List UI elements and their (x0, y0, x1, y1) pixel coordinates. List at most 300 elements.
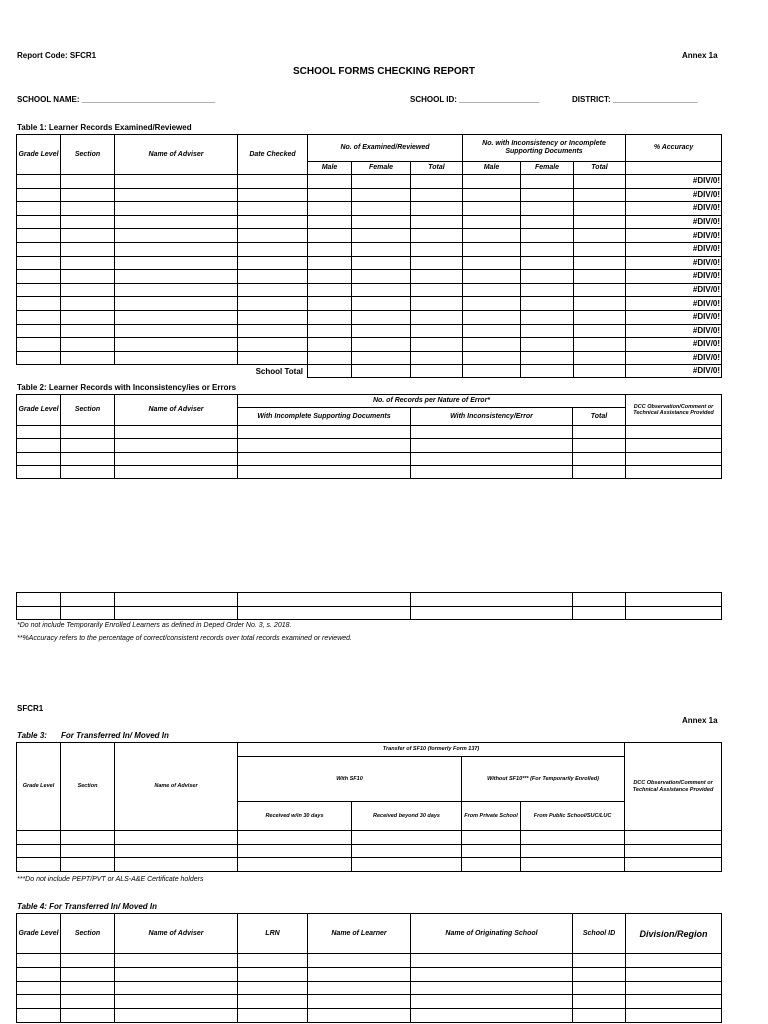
accuracy-cell: #DIV/0! (626, 283, 722, 297)
table-cell (61, 831, 115, 845)
table1 (16, 134, 722, 378)
table-cell (61, 202, 115, 216)
table-cell (308, 283, 352, 297)
table-cell (462, 844, 521, 858)
annex-label: Annex 1a (682, 51, 718, 60)
table-cell (411, 229, 463, 243)
table-cell (574, 175, 626, 189)
table-cell (115, 242, 238, 256)
table-cell (411, 465, 573, 478)
table-cell (115, 270, 238, 284)
table-cell (17, 242, 61, 256)
table-cell (61, 256, 115, 270)
table-cell (573, 995, 626, 1009)
table-cell (238, 967, 308, 981)
table-cell (463, 242, 521, 256)
t1-header-inconsistency: No. with Inconsistency or Incomplete Supporting Documents (463, 135, 626, 162)
table-cell (352, 297, 411, 311)
table-cell (411, 202, 463, 216)
table-cell (17, 188, 61, 202)
table-cell (17, 439, 61, 452)
table-cell (411, 426, 573, 439)
table-cell (573, 465, 626, 478)
table-cell (521, 351, 574, 365)
table-cell (521, 270, 574, 284)
table-cell (411, 995, 573, 1009)
table-cell (61, 465, 115, 478)
table-cell (574, 242, 626, 256)
table-cell (61, 981, 115, 995)
table-cell (17, 229, 61, 243)
table-cell (626, 1009, 722, 1023)
table-row (17, 188, 722, 202)
table-cell (238, 858, 352, 872)
accuracy-cell: #DIV/0! (626, 324, 722, 338)
table3-label: Table 3: (17, 731, 47, 740)
table-cell (521, 175, 574, 189)
table-row (17, 324, 722, 338)
table-cell (17, 967, 61, 981)
t1-header-adviser: Name of Adviser (115, 135, 238, 175)
table-row (17, 954, 722, 968)
table-cell (411, 188, 463, 202)
table-cell (17, 338, 61, 352)
table-cell (17, 858, 61, 872)
table-cell (238, 465, 411, 478)
table-cell (573, 967, 626, 981)
table-cell (463, 324, 521, 338)
table-cell (115, 995, 238, 1009)
t2-header-dcc: DCC Observation/Comment or Technical Assistance Provided (626, 395, 722, 426)
accuracy-cell: #DIV/0! (626, 256, 722, 270)
table-cell (61, 297, 115, 311)
t1-header-total-2: Total (574, 162, 626, 175)
table-cell (411, 606, 573, 620)
table-cell (61, 351, 115, 365)
table-cell (238, 606, 411, 620)
table-row (17, 242, 722, 256)
table-cell (115, 188, 238, 202)
table-cell (17, 426, 61, 439)
table-cell (521, 215, 574, 229)
table-cell (352, 202, 411, 216)
table-cell (308, 215, 352, 229)
table-cell (61, 967, 115, 981)
table-cell (238, 981, 308, 995)
table-cell (115, 351, 238, 365)
t4-header-division: Division/Region (626, 914, 722, 954)
t2-header-incomplete: With Incomplete Supporting Documents (238, 408, 411, 426)
table-cell (17, 606, 61, 620)
table-cell (573, 981, 626, 995)
table-cell (308, 256, 352, 270)
report-code: Report Code: SFCR1 (17, 51, 97, 60)
table-cell (411, 175, 463, 189)
table-cell (17, 175, 61, 189)
table-cell (115, 229, 238, 243)
table-cell (626, 954, 722, 968)
table-cell (17, 324, 61, 338)
table-cell (411, 967, 573, 981)
table-cell (115, 858, 238, 872)
table-cell (115, 310, 238, 324)
table-cell (238, 215, 308, 229)
table2-continuation-body (17, 593, 722, 620)
table-cell (352, 188, 411, 202)
table-cell (625, 844, 722, 858)
table-row (17, 283, 722, 297)
table-cell (238, 844, 352, 858)
table-cell (61, 242, 115, 256)
table-cell (521, 844, 625, 858)
accuracy-cell: #DIV/0! (626, 175, 722, 189)
table-cell (463, 310, 521, 324)
table-cell (352, 215, 411, 229)
table-cell (115, 439, 238, 452)
table-cell (308, 229, 352, 243)
t3-header-without: Without SF10*** (For Temporarily Enrolled) (462, 757, 625, 802)
table-cell (238, 831, 352, 845)
table-cell (521, 283, 574, 297)
t1-cell (352, 365, 411, 378)
t2-header-inconsistency: With Inconsistency/Error (411, 408, 573, 426)
table-row (17, 175, 722, 189)
table-row (17, 297, 722, 311)
table-cell (308, 175, 352, 189)
table-row (17, 831, 722, 845)
table-cell (574, 338, 626, 352)
table-cell (411, 297, 463, 311)
table-cell (521, 188, 574, 202)
table3-body (17, 831, 722, 872)
table-cell (352, 229, 411, 243)
table-cell (61, 593, 115, 607)
table-cell (61, 270, 115, 284)
table-cell (626, 593, 722, 607)
table-cell (574, 351, 626, 365)
t4-header-schoolid: School ID (573, 914, 626, 954)
table-cell (238, 338, 308, 352)
table-cell (308, 188, 352, 202)
table-row (17, 351, 722, 365)
school-name-field: SCHOOL NAME: ______________________________ (17, 95, 216, 104)
table-cell (573, 606, 626, 620)
table-cell (238, 310, 308, 324)
t3-header-public: From Public School/SUC/LUC (521, 802, 625, 831)
t1-header-female-2: Female (521, 162, 574, 175)
table-cell (308, 1009, 411, 1023)
table-row (17, 439, 722, 452)
accuracy-cell: #DIV/0! (626, 297, 722, 311)
footnote-2: **%Accuracy refers to the percentage of correct/consistent records over total records examined or reviewed. (17, 635, 352, 642)
table-cell (17, 256, 61, 270)
table-cell (17, 270, 61, 284)
table3-caption: For Transferred In/ Moved In (61, 731, 169, 740)
table-cell (61, 439, 115, 452)
t1-cell (411, 365, 463, 378)
table-row (17, 995, 722, 1009)
table-cell (17, 981, 61, 995)
table-cell (574, 188, 626, 202)
table-cell (352, 338, 411, 352)
table-row (17, 967, 722, 981)
table-cell (463, 297, 521, 311)
table-cell (352, 283, 411, 297)
table-row (17, 270, 722, 284)
table-cell (115, 1009, 238, 1023)
table-row (17, 338, 722, 352)
table-cell (61, 324, 115, 338)
t1-header-section: Section (61, 135, 115, 175)
table4-body (17, 954, 722, 1023)
table-cell (521, 338, 574, 352)
table-cell (238, 229, 308, 243)
table-cell (308, 338, 352, 352)
t3-header-within30: Received w/in 30 days (238, 802, 352, 831)
t2-header-section: Section (61, 395, 115, 426)
table-cell (61, 426, 115, 439)
table-cell (574, 202, 626, 216)
table-cell (238, 297, 308, 311)
table-cell (411, 981, 573, 995)
table-cell (238, 439, 411, 452)
t1-school-total-label: School Total (255, 366, 303, 376)
t3-header-private: From Private School (462, 802, 521, 831)
table1-body (17, 175, 722, 365)
table-cell (17, 452, 61, 465)
table-cell (115, 426, 238, 439)
table-cell (574, 256, 626, 270)
table-cell (521, 858, 625, 872)
table-cell (308, 967, 411, 981)
table-cell (61, 1009, 115, 1023)
table2-caption: Table 2: Learner Records with Inconsistency/ies or Errors (17, 383, 237, 392)
table-cell (308, 981, 411, 995)
table-cell (115, 297, 238, 311)
table-cell (238, 283, 308, 297)
table-cell (308, 324, 352, 338)
t3-header-section: Section (61, 743, 115, 831)
t2-header-nature: No. of Records per Nature of Error* (238, 395, 626, 408)
t1-header-examined: No. of Examined/Reviewed (308, 135, 463, 162)
table4-caption: Table 4: For Transferred In/ Moved In (17, 902, 158, 911)
table-cell (17, 202, 61, 216)
t2-header-grade: Grade Level (17, 395, 61, 426)
page2-annex: Annex 1a (682, 716, 718, 725)
t1-cell (574, 365, 626, 378)
table-row (17, 465, 722, 478)
t4-header-learner: Name of Learner (308, 914, 411, 954)
table-cell (411, 270, 463, 284)
table-cell (308, 351, 352, 365)
table-row (17, 229, 722, 243)
t1-header-male-2: Male (463, 162, 521, 175)
table-cell (411, 1009, 573, 1023)
table-cell (463, 202, 521, 216)
table-cell (115, 202, 238, 216)
table-cell (626, 465, 722, 478)
table-cell (626, 995, 722, 1009)
table-cell (521, 202, 574, 216)
table-cell (573, 954, 626, 968)
table-cell (411, 954, 573, 968)
table-cell (61, 858, 115, 872)
table-cell (61, 452, 115, 465)
table-cell (463, 283, 521, 297)
table-cell (115, 452, 238, 465)
table-cell (308, 995, 411, 1009)
table-cell (574, 310, 626, 324)
table-cell (17, 465, 61, 478)
table-cell (115, 256, 238, 270)
table-cell (115, 593, 238, 607)
t1-header-grade: Grade Level (17, 135, 61, 175)
table-cell (411, 452, 573, 465)
table-cell (352, 175, 411, 189)
table-cell (308, 297, 352, 311)
table-row (17, 1009, 722, 1023)
table-cell (115, 981, 238, 995)
table4 (16, 913, 722, 1023)
table-cell (238, 202, 308, 216)
t2-header-total: Total (573, 408, 626, 426)
t1-cell (463, 365, 521, 378)
table-cell (352, 844, 462, 858)
table-cell (463, 338, 521, 352)
table-cell (61, 283, 115, 297)
table-cell (626, 981, 722, 995)
school-id-field: SCHOOL ID: __________________ (410, 95, 540, 104)
table-cell (625, 831, 722, 845)
table-cell (573, 593, 626, 607)
t1-header-accuracy: % Accuracy (626, 135, 722, 162)
table-cell (411, 310, 463, 324)
t1-total-accuracy: #DIV/0! (626, 365, 722, 378)
t1-header-date: Date Checked (238, 135, 308, 175)
table-cell (61, 995, 115, 1009)
accuracy-cell: #DIV/0! (626, 351, 722, 365)
table-row (17, 256, 722, 270)
table-cell (463, 175, 521, 189)
table-cell (61, 338, 115, 352)
t1-header-accuracy-blank (626, 162, 722, 175)
table2 (16, 394, 722, 479)
table-cell (463, 351, 521, 365)
table-cell (462, 831, 521, 845)
t4-header-section: Section (61, 914, 115, 954)
table-cell (61, 229, 115, 243)
table-cell (411, 242, 463, 256)
table-cell (17, 844, 61, 858)
table-cell (61, 310, 115, 324)
table-cell (238, 426, 411, 439)
t1-cell (308, 365, 352, 378)
table-cell (411, 256, 463, 270)
t3-header-transfer: Transfer of SF10 (formerly Form 137) (238, 743, 625, 757)
table-row (17, 215, 722, 229)
table-cell (411, 324, 463, 338)
table-cell (115, 338, 238, 352)
t4-header-grade: Grade Level (17, 914, 61, 954)
table-row (17, 844, 722, 858)
table-cell (61, 215, 115, 229)
table-cell (411, 215, 463, 229)
table-cell (573, 439, 626, 452)
accuracy-cell: #DIV/0! (626, 270, 722, 284)
table-cell (115, 215, 238, 229)
t4-header-origin: Name of Originating School (411, 914, 573, 954)
table-cell (521, 831, 625, 845)
table-cell (352, 351, 411, 365)
accuracy-cell: #DIV/0! (626, 242, 722, 256)
accuracy-cell: #DIV/0! (626, 202, 722, 216)
table-cell (61, 606, 115, 620)
table-cell (411, 593, 573, 607)
table-cell (238, 452, 411, 465)
footnote-1: *Do not include Temporarily Enrolled Learners as defined in Deped Order No. 3, s. 2018. (17, 622, 292, 629)
table-cell (574, 215, 626, 229)
table-cell (352, 324, 411, 338)
table-cell (61, 844, 115, 858)
table-cell (17, 954, 61, 968)
table3 (16, 742, 722, 872)
table1-caption: Table 1: Learner Records Examined/Reviewed (17, 123, 192, 132)
table-cell (411, 338, 463, 352)
t3-header-adviser: Name of Adviser (115, 743, 238, 831)
table-cell (463, 270, 521, 284)
table-cell (352, 270, 411, 284)
table-cell (115, 606, 238, 620)
table-row (17, 202, 722, 216)
table-cell (115, 283, 238, 297)
table-cell (521, 310, 574, 324)
t4-header-lrn: LRN (238, 914, 308, 954)
page-title: SCHOOL FORMS CHECKING REPORT (292, 66, 476, 77)
table-cell (238, 954, 308, 968)
district-field: DISTRICT: ___________________ (572, 95, 698, 104)
table-cell (625, 858, 722, 872)
table-cell (463, 229, 521, 243)
table-cell (352, 256, 411, 270)
table2-body (17, 426, 722, 479)
table-cell (238, 175, 308, 189)
table-cell (521, 297, 574, 311)
table-cell (115, 175, 238, 189)
table-cell (626, 452, 722, 465)
table-cell (17, 297, 61, 311)
t4-header-adviser: Name of Adviser (115, 914, 238, 954)
accuracy-cell: #DIV/0! (626, 188, 722, 202)
table-cell (574, 324, 626, 338)
table-cell (574, 283, 626, 297)
table-cell (115, 465, 238, 478)
table-cell (308, 954, 411, 968)
table-cell (521, 324, 574, 338)
table-cell (352, 242, 411, 256)
table-cell (308, 270, 352, 284)
table-cell (521, 229, 574, 243)
t1-header-male: Male (308, 162, 352, 175)
table-cell (238, 995, 308, 1009)
accuracy-cell: #DIV/0! (626, 229, 722, 243)
table-cell (352, 310, 411, 324)
table-cell (573, 452, 626, 465)
table-cell (411, 283, 463, 297)
table-cell (238, 1009, 308, 1023)
table-cell (352, 858, 462, 872)
t1-header-female: Female (352, 162, 411, 175)
table-cell (115, 844, 238, 858)
